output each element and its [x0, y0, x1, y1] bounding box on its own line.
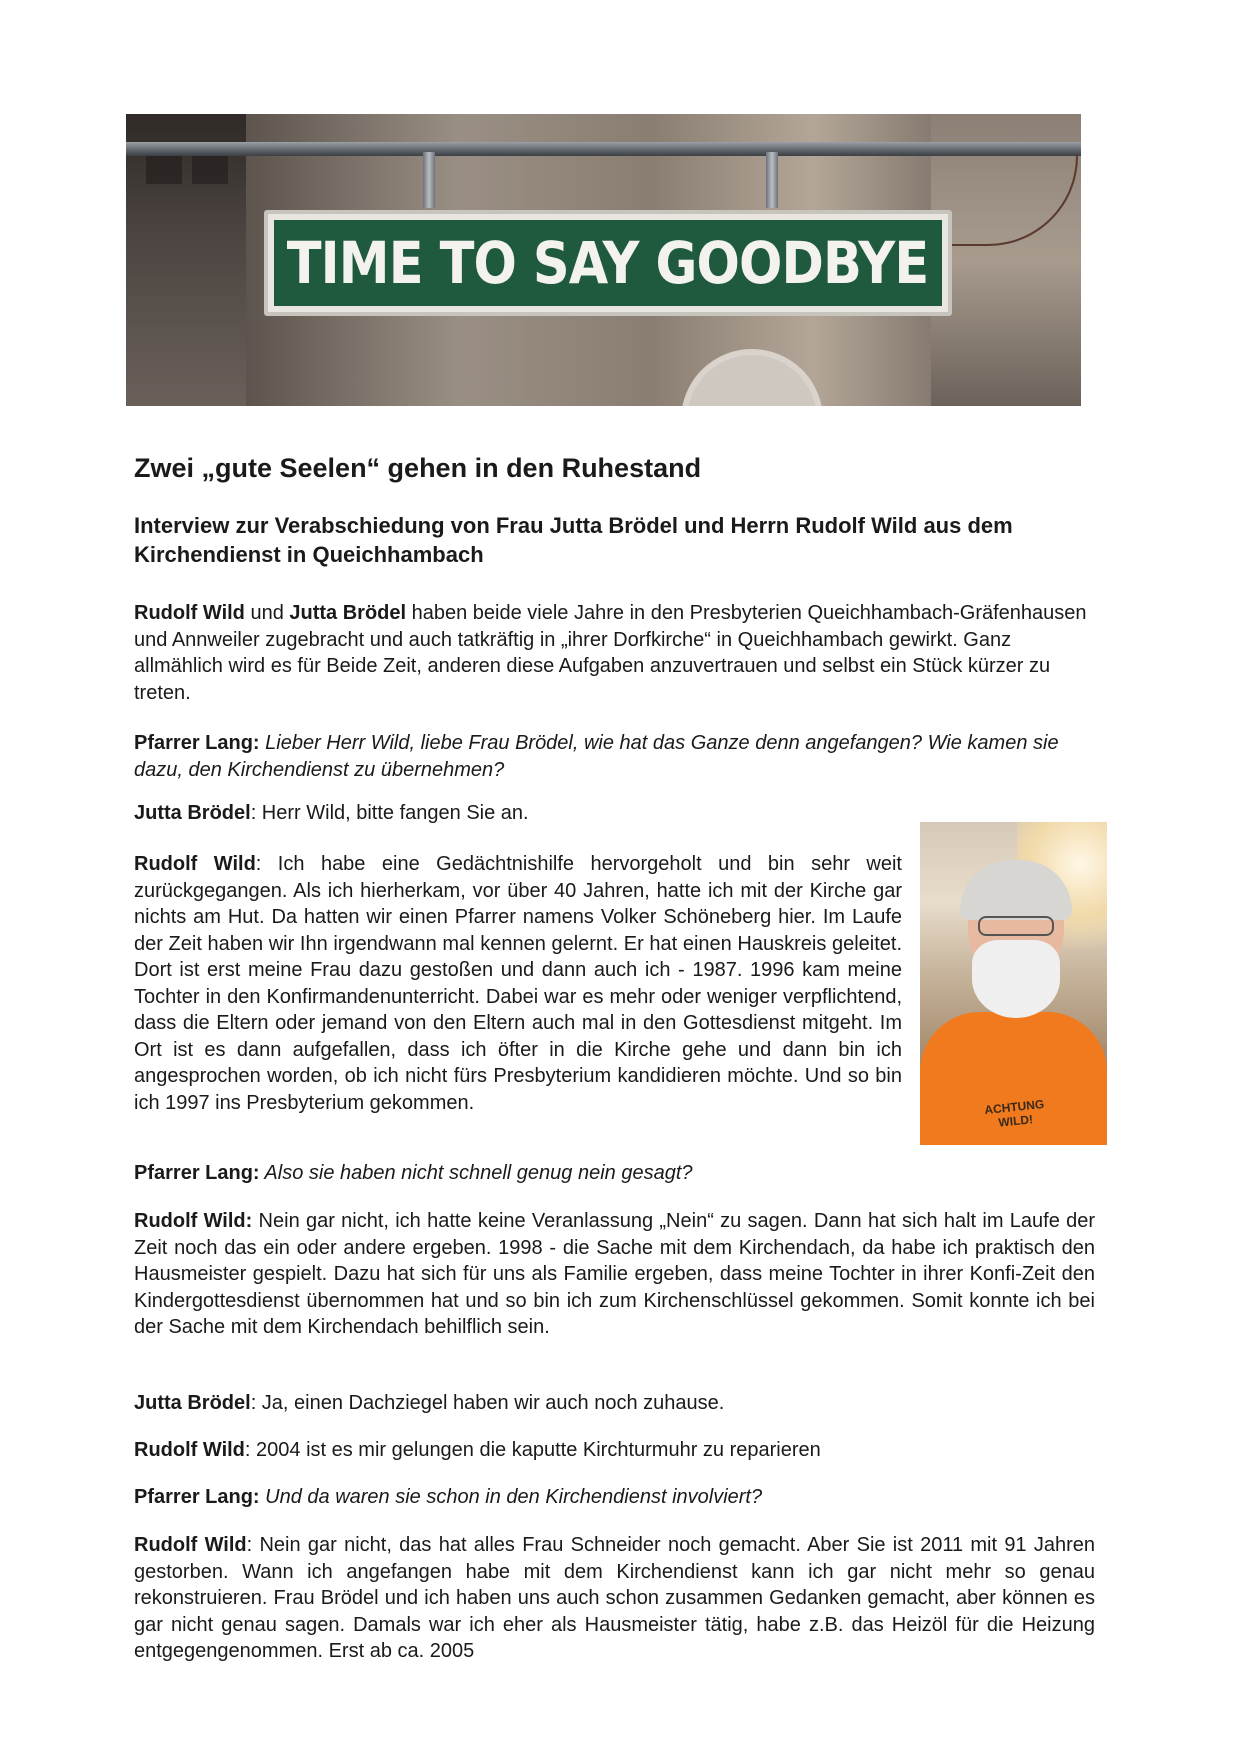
article-subtitle: Interview zur Verabschiedung von Frau Jutta Brödel und Herrn Rudolf Wild aus dem Kirchendienst in Queichhambach [134, 513, 1013, 567]
question-text: Und da waren sie schon in den Kirchendienst involviert? [259, 1486, 763, 1508]
speaker-label: Rudolf Wild [134, 1439, 245, 1461]
answer-text: : Ich habe eine Gedächtnishilfe hervorgeholt und bin sehr weit zurückgegangen. Als ich hierherkam, vor über 40 Jahren, hatte ich mit der Kirche gar nichts am Hut. Da hatten wir einen Pfarrer namens Volker Schöneberg hier. Im Laufe der Zeit haben wir Ihn irgendwann mal kennen gelernt. Er hat einen Hauskreis geleitet. Dort ist erst meine Frau dazu gestoßen und dann auch ich - 1987. 1996 kam meine Tochter in den Konfirmandenunterricht. Dabei war es mehr oder weniger verpflichtend, dass die Eltern oder jemand von den Eltern auch mal in den Gottesdienst mitgeht. Im Ort ist es dann aufgefallen, dass ich öfter in die Kirche gehe und dann bin ich angesprochen worden, ob ich nicht fürs Presbyterium kandidieren möchte. Und so bin ich 1997 ins Presbyterium gekommen. [134, 853, 902, 1114]
speaker-label: Rudolf Wild: [134, 1210, 253, 1232]
interview-entry [134, 800, 894, 827]
intro-text: haben beide viele Jahre in den Presbyterien Queichhambach-Gräfenhausen und Annweiler zugebracht und auch tatkräftig in „ihrer Dorfkirche“ in Queichhambach gewirkt. Ganz allmählich wird es für Beide Zeit, anderen diese Aufgaben anzuvertrauen und selbst ein Stück kürzer zu treten. [134, 602, 1087, 704]
speaker-label: Jutta Brödel [134, 1392, 251, 1414]
shirt-print-line2: WILD! [997, 1112, 1034, 1130]
sign-text: TIME TO SAY GOODBYE [287, 229, 929, 297]
speaker-label: Pfarrer Lang: [134, 1486, 260, 1508]
interview-entry [134, 851, 902, 1116]
answer-text: : Ja, einen Dachziegel haben wir auch noch zuhause. [250, 1392, 725, 1414]
speaker-label: Pfarrer Lang: [134, 1162, 260, 1184]
speaker-label: Rudolf Wild [134, 1534, 247, 1556]
intro-name-2: Jutta Brödel [289, 602, 407, 624]
intro-name-1: Rudolf Wild [134, 602, 245, 624]
banner-hanger [423, 152, 435, 208]
answer-text: : Nein gar nicht, das hat alles Frau Schneider noch gemacht. Aber Sie ist 2011 mit 91 Jahren gestorben. Wann ich angefangen habe mit dem Kirchendienst kann ich gar nicht mehr so genau rekonstruieren. Frau Brödel und ich haben uns auch schon zusammen Gedanken gemacht, aber können es gar nicht genau sagen. Damals war ich eher als Hausmeister tätig, habe z.B. das Heizöl für die Heizung entgegengenommen. Erst ab ca. 2005 [134, 1534, 1095, 1662]
banner-hanger [766, 152, 778, 208]
banner-building-left [126, 114, 246, 406]
intro-paragraph [134, 600, 1094, 706]
banner-image [126, 114, 1081, 406]
speaker-label: Pfarrer Lang: [134, 732, 260, 754]
answer-text: : 2004 ist es mir gelungen die kaputte Kirchturmuhr zu reparieren [244, 1439, 821, 1461]
question-text: Lieber Herr Wild, liebe Frau Brödel, wie hat das Ganze denn angefangen? Wie kamen sie dazu, den Kirchendienst zu übernehmen? [134, 732, 1059, 781]
interview-entry [134, 1160, 1094, 1187]
speaker-label: Jutta Brödel [134, 802, 251, 824]
interview-entry [134, 1437, 1094, 1464]
answer-text: Nein gar nicht, ich hatte keine Veranlassung „Nein“ zu sagen. Dann hat sich halt im Laufe der Zeit noch das ein oder andere ergeben. 1998 - die Sache mit dem Kirchendach, da habe ich praktisch den Hausmeister gespielt. Dazu hat sich für uns als Familie ergeben, dass meine Tochter in ihrer Konfi-Zeit den Kindergottesdienst übernommen hat und so bin ich zum Kirchenschlüssel gekommen. Somit konnte ich bei der Sache mit dem Kirchendach behilflich sein. [134, 1210, 1095, 1338]
speaker-label: Rudolf Wild [134, 853, 256, 875]
interview-entry [134, 1484, 1094, 1511]
banner-pole [126, 142, 1081, 156]
interview-entry [134, 1208, 1095, 1341]
question-text: Also sie haben nicht schnell genug nein gesagt? [259, 1162, 693, 1184]
intro-und: und [244, 602, 290, 624]
rudolf-wild-photo [920, 822, 1107, 1145]
shirt-print-line1: ACHTUNG [983, 1096, 1045, 1118]
interview-entry [134, 730, 1096, 783]
street-sign [264, 210, 952, 316]
interview-entry [134, 1532, 1095, 1665]
answer-text: : Herr Wild, bitte fangen Sie an. [250, 802, 529, 824]
article-title: Zwei „gute Seelen“ gehen in den Ruhestand [134, 453, 702, 483]
banner-clock [681, 349, 823, 406]
interview-entry [134, 1390, 1094, 1417]
